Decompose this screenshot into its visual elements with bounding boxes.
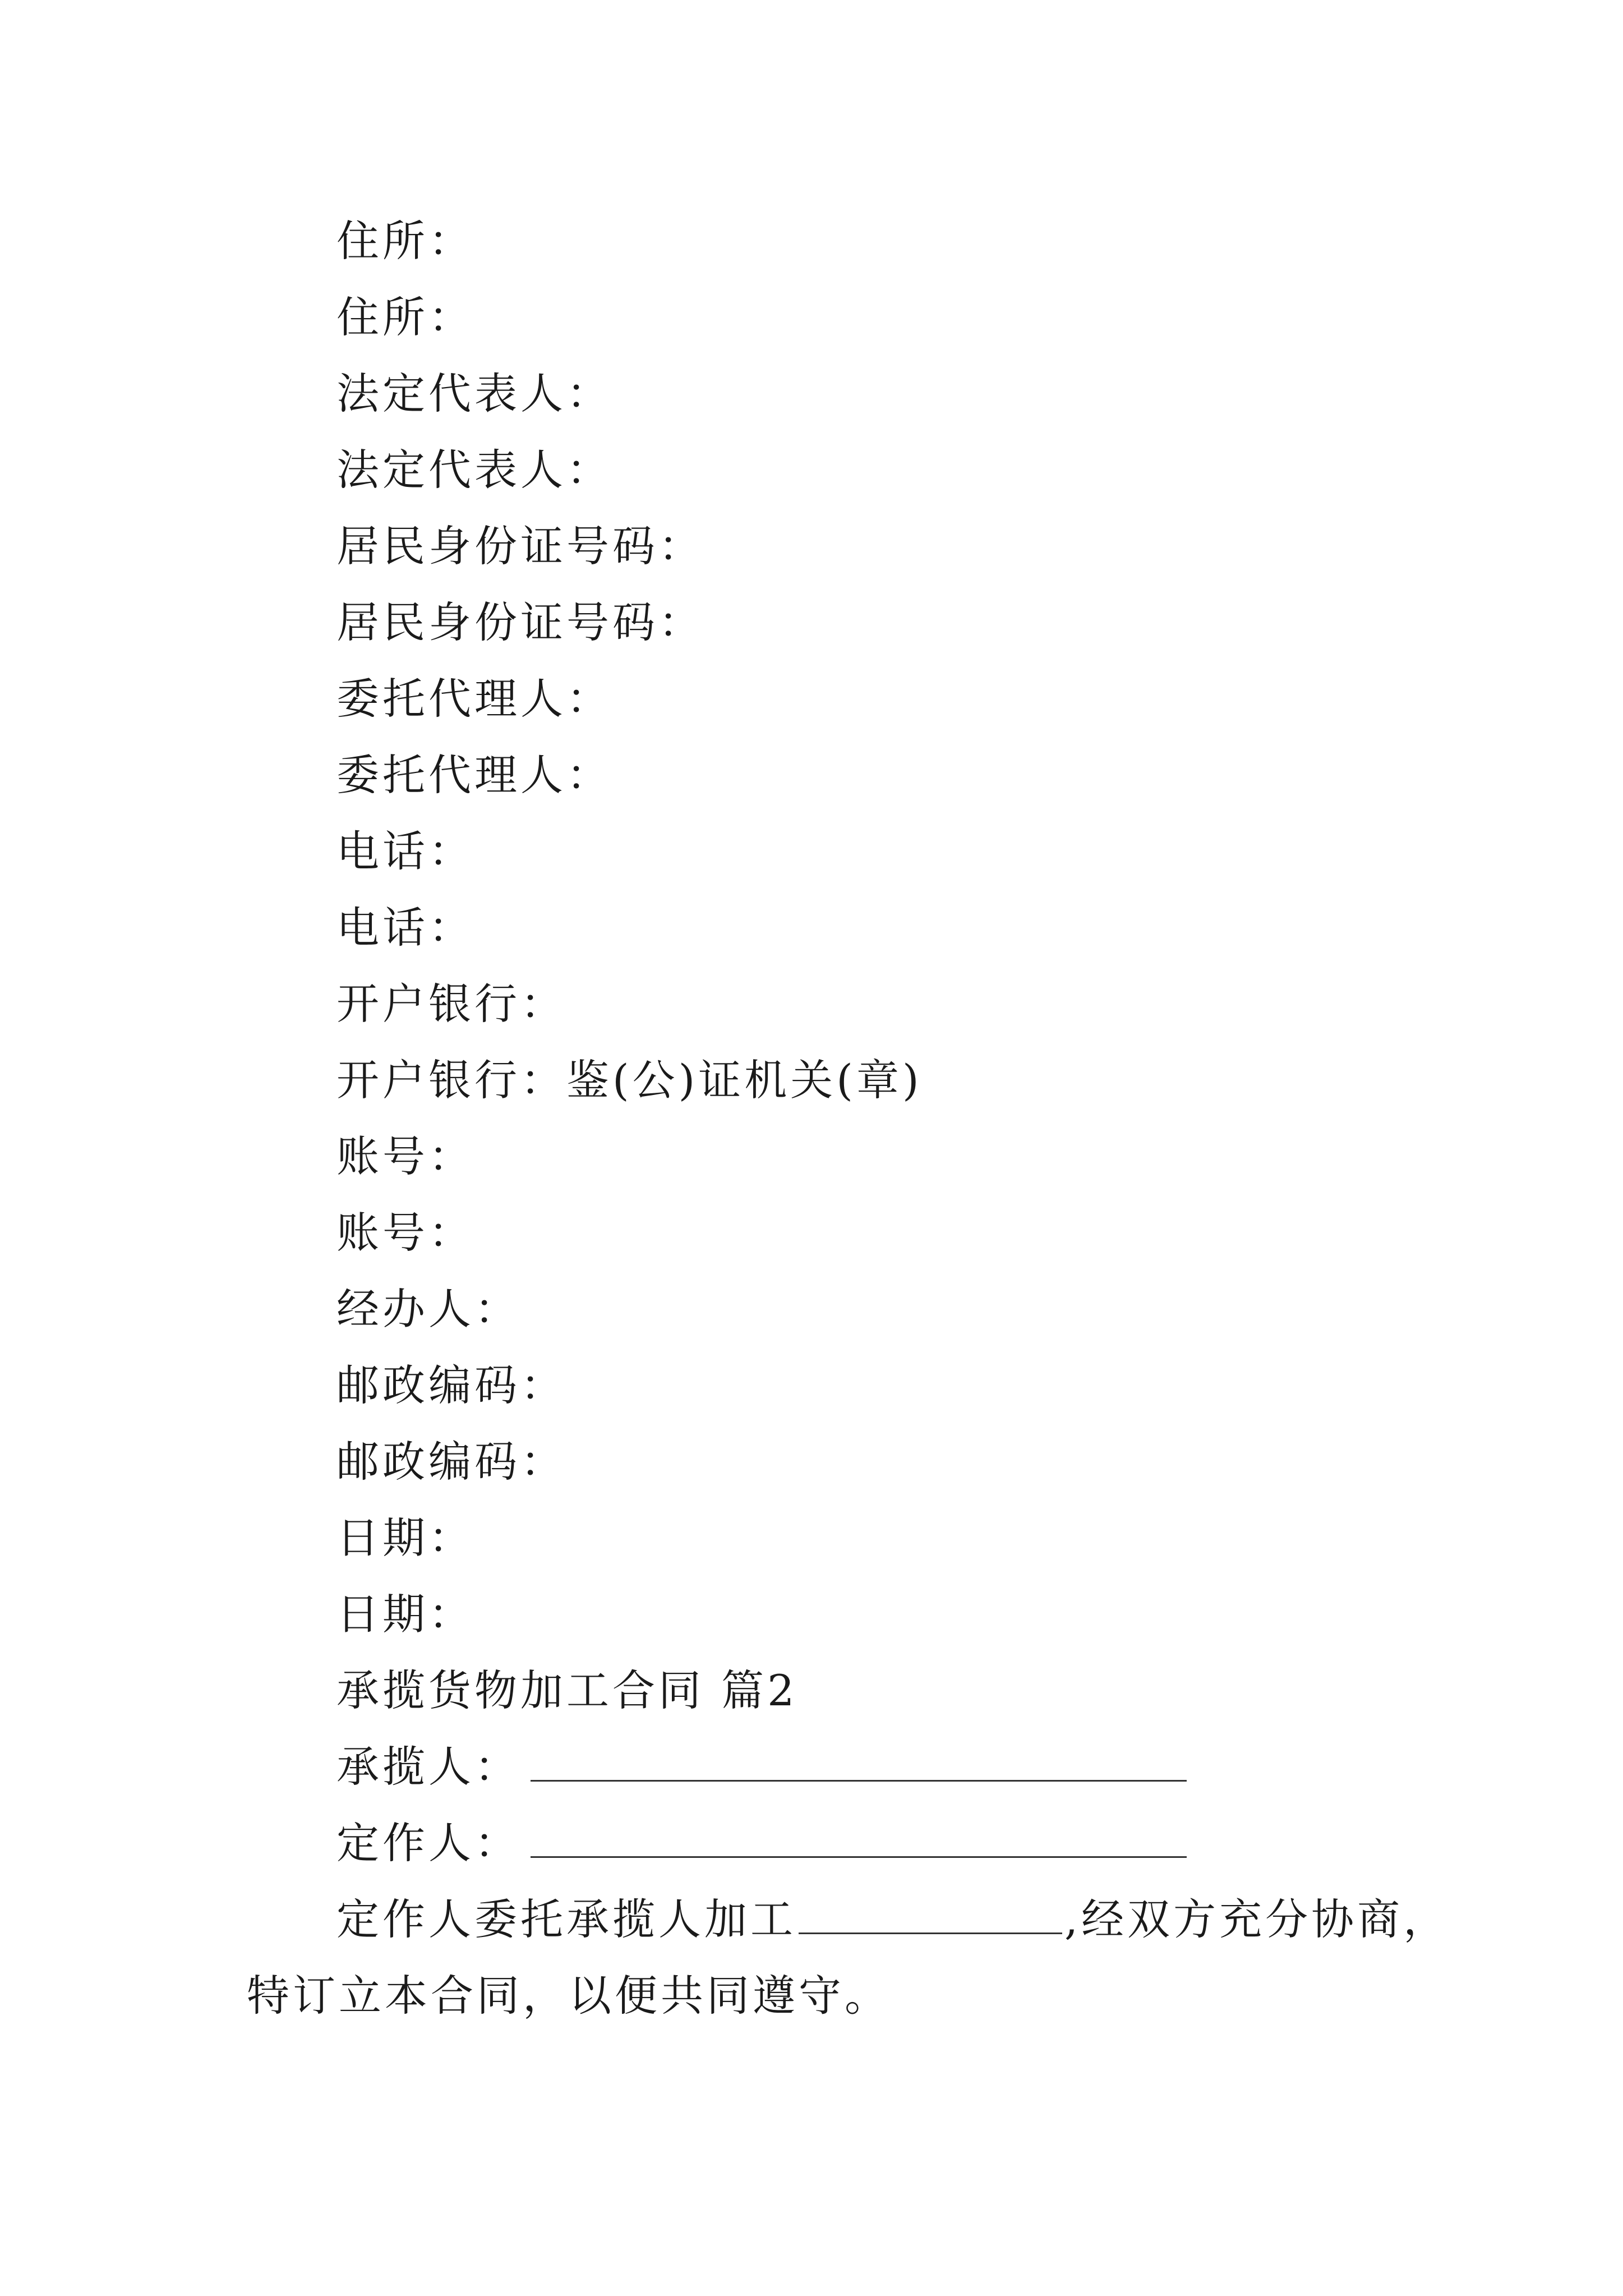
field-agent-1: 委托代理人： [336,674,612,724]
field-address-2: 住所： [336,292,474,342]
item-blank [799,1893,1062,1934]
client-label: 定作人： [336,1818,520,1868]
section-title: 承揽货物加工合同 篇2 [336,1665,798,1715]
client-row [336,1815,1187,1871]
paragraph-text-1: 定作人委托承揽人加工 [336,1894,796,1944]
field-postcode-1: 邮政编码： [336,1360,566,1410]
field-phone-1: 电话： [336,826,474,876]
field-legal-rep-1: 法定代表人： [336,369,612,418]
field-legal-rep-2: 法定代表人： [336,445,612,495]
field-bank-2: 开户银行：鉴(公)证机关(章) [336,1055,923,1105]
field-handler: 经办人： [336,1284,520,1334]
field-id-number-1: 居民身份证号码： [336,521,704,571]
field-date-1: 日期： [336,1513,474,1563]
contractor-row [336,1739,1187,1795]
field-agent-2: 委托代理人： [336,750,612,800]
field-bank-1: 开户银行： [336,979,566,1029]
field-account-2: 账号： [336,1208,474,1258]
contractor-blank [531,1741,1187,1782]
contractor-label: 承揽人： [336,1742,520,1792]
paragraph-line-2: 特订立本合同，以便共同遵守。 [247,1971,891,2021]
field-postcode-2: 邮政编码： [336,1437,566,1487]
field-address-1: 住所： [336,216,474,266]
field-date-2: 日期： [336,1589,474,1639]
field-account-1: 账号： [336,1131,474,1181]
paragraph-text-2: ,经双方充分协商， [1064,1894,1450,1944]
field-id-number-2: 居民身份证号码： [336,597,704,647]
field-phone-2: 电话： [336,903,474,953]
paragraph-line-1 [336,1892,1449,1948]
client-blank [531,1817,1187,1858]
